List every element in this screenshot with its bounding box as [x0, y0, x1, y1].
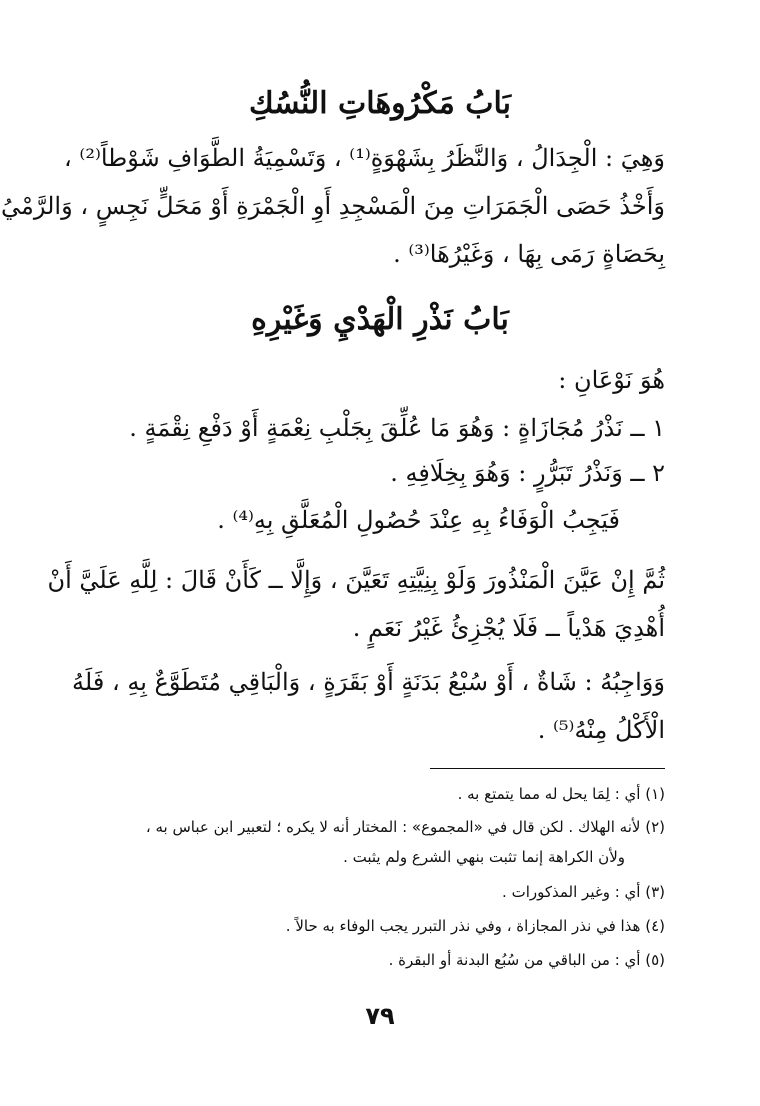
- text-line: بِحَصَاةٍ رَمَى بِهَا ، وَغَيْرُهَا⁽³⁾ .: [393, 240, 665, 268]
- text-line: وَأَخْذُ حَصَى الْجَمَرَاتِ مِنَ الْمَسْجِدِ أَوِ الْجَمْرَةِ أَوْ مَحَلٍّ نَجِسٍ ، وَالرَّمْيُ: [1, 192, 665, 220]
- text-line: وَوَاجِبُهُ : شَاةٌ ، أَوْ سُبْعُ بَدَنَةٍ أَوْ بَقَرَةٍ ، وَالْبَاقِي مُتَطَوَّعٌ بِهِ ، فَلَهُ: [72, 668, 665, 696]
- footnote-5: (٥) أي : من الباقي من سُبُع البدنة أو البقرة .: [388, 951, 665, 969]
- chapter-heading-makruhat: بَابُ مَكْرُوهَاتِ النُّسُكِ: [248, 86, 512, 121]
- text-line: أُهْدِيَ هَدْياً ــ فَلَا يُجْزِئُ غَيْرُ نَعَمٍ .: [352, 614, 665, 642]
- text-line: ثُمَّ إِنْ عَيَّنَ الْمَنْذُورَ وَلَوْ بِنِيَّتِهِ تَعَيَّنَ ، وَإِلَّا ــ كَأَنْ قَالَ : لِلَّهِ عَلَيَّ أَنْ: [47, 566, 665, 594]
- list-item-type-2: ٢ ــ وَنَذْرُ تَبَرُّرٍ : وَهُوَ بِخِلَافِهِ .: [390, 459, 665, 487]
- chapter-heading-nadhr: بَابُ نَذْرِ الْهَدْيِ وَغَيْرِهِ: [251, 302, 509, 337]
- text-line: فَيَجِبُ الْوَفَاءُ بِهِ عِنْدَ حُصُولِ الْمُعَلَّقِ بِهِ⁽⁴⁾ .: [217, 506, 620, 534]
- footnote-2: (٢) لأنه الهلاك . لكن قال في «المجموع» : المختار أنه لا يكره ؛ لتعبير ابن عباس به ،: [145, 818, 665, 836]
- footnote-2-continued: ولأن الكراهة إنما تثبت بنهي الشرع ولم يثبت .: [343, 848, 625, 866]
- footnote-4: (٤) هذا في نذر المجازاة ، وفي نذر التبرر يجب الوفاء به حالاً .: [285, 917, 665, 935]
- text-line: الْأَكْلُ مِنْهُ⁽⁵⁾ .: [537, 716, 665, 744]
- text-line: وَهِيَ : الْجِدَالُ ، وَالنَّظَرُ بِشَهْوَةٍ⁽¹⁾ ، وَتَسْمِيَةُ الطَّوَافِ شَوْطاً⁽²⁾ ،: [64, 144, 665, 172]
- text-line: هُوَ نَوْعَانِ :: [558, 366, 665, 394]
- footnote-3: (٣) أي : وغير المذكورات .: [502, 883, 665, 901]
- footnote-separator: [430, 768, 665, 769]
- footnote-1: (١) أي : لِمَا يحل له مما يتمتع به .: [457, 785, 665, 803]
- page-number: ٧٩: [365, 1002, 395, 1030]
- list-item-type-1: ١ ــ نَذْرُ مُجَازَاةٍ : وَهُوَ مَا عُلِّقَ بِجَلْبِ نِعْمَةٍ أَوْ دَفْعِ نِقْمَةٍ .: [129, 414, 665, 442]
